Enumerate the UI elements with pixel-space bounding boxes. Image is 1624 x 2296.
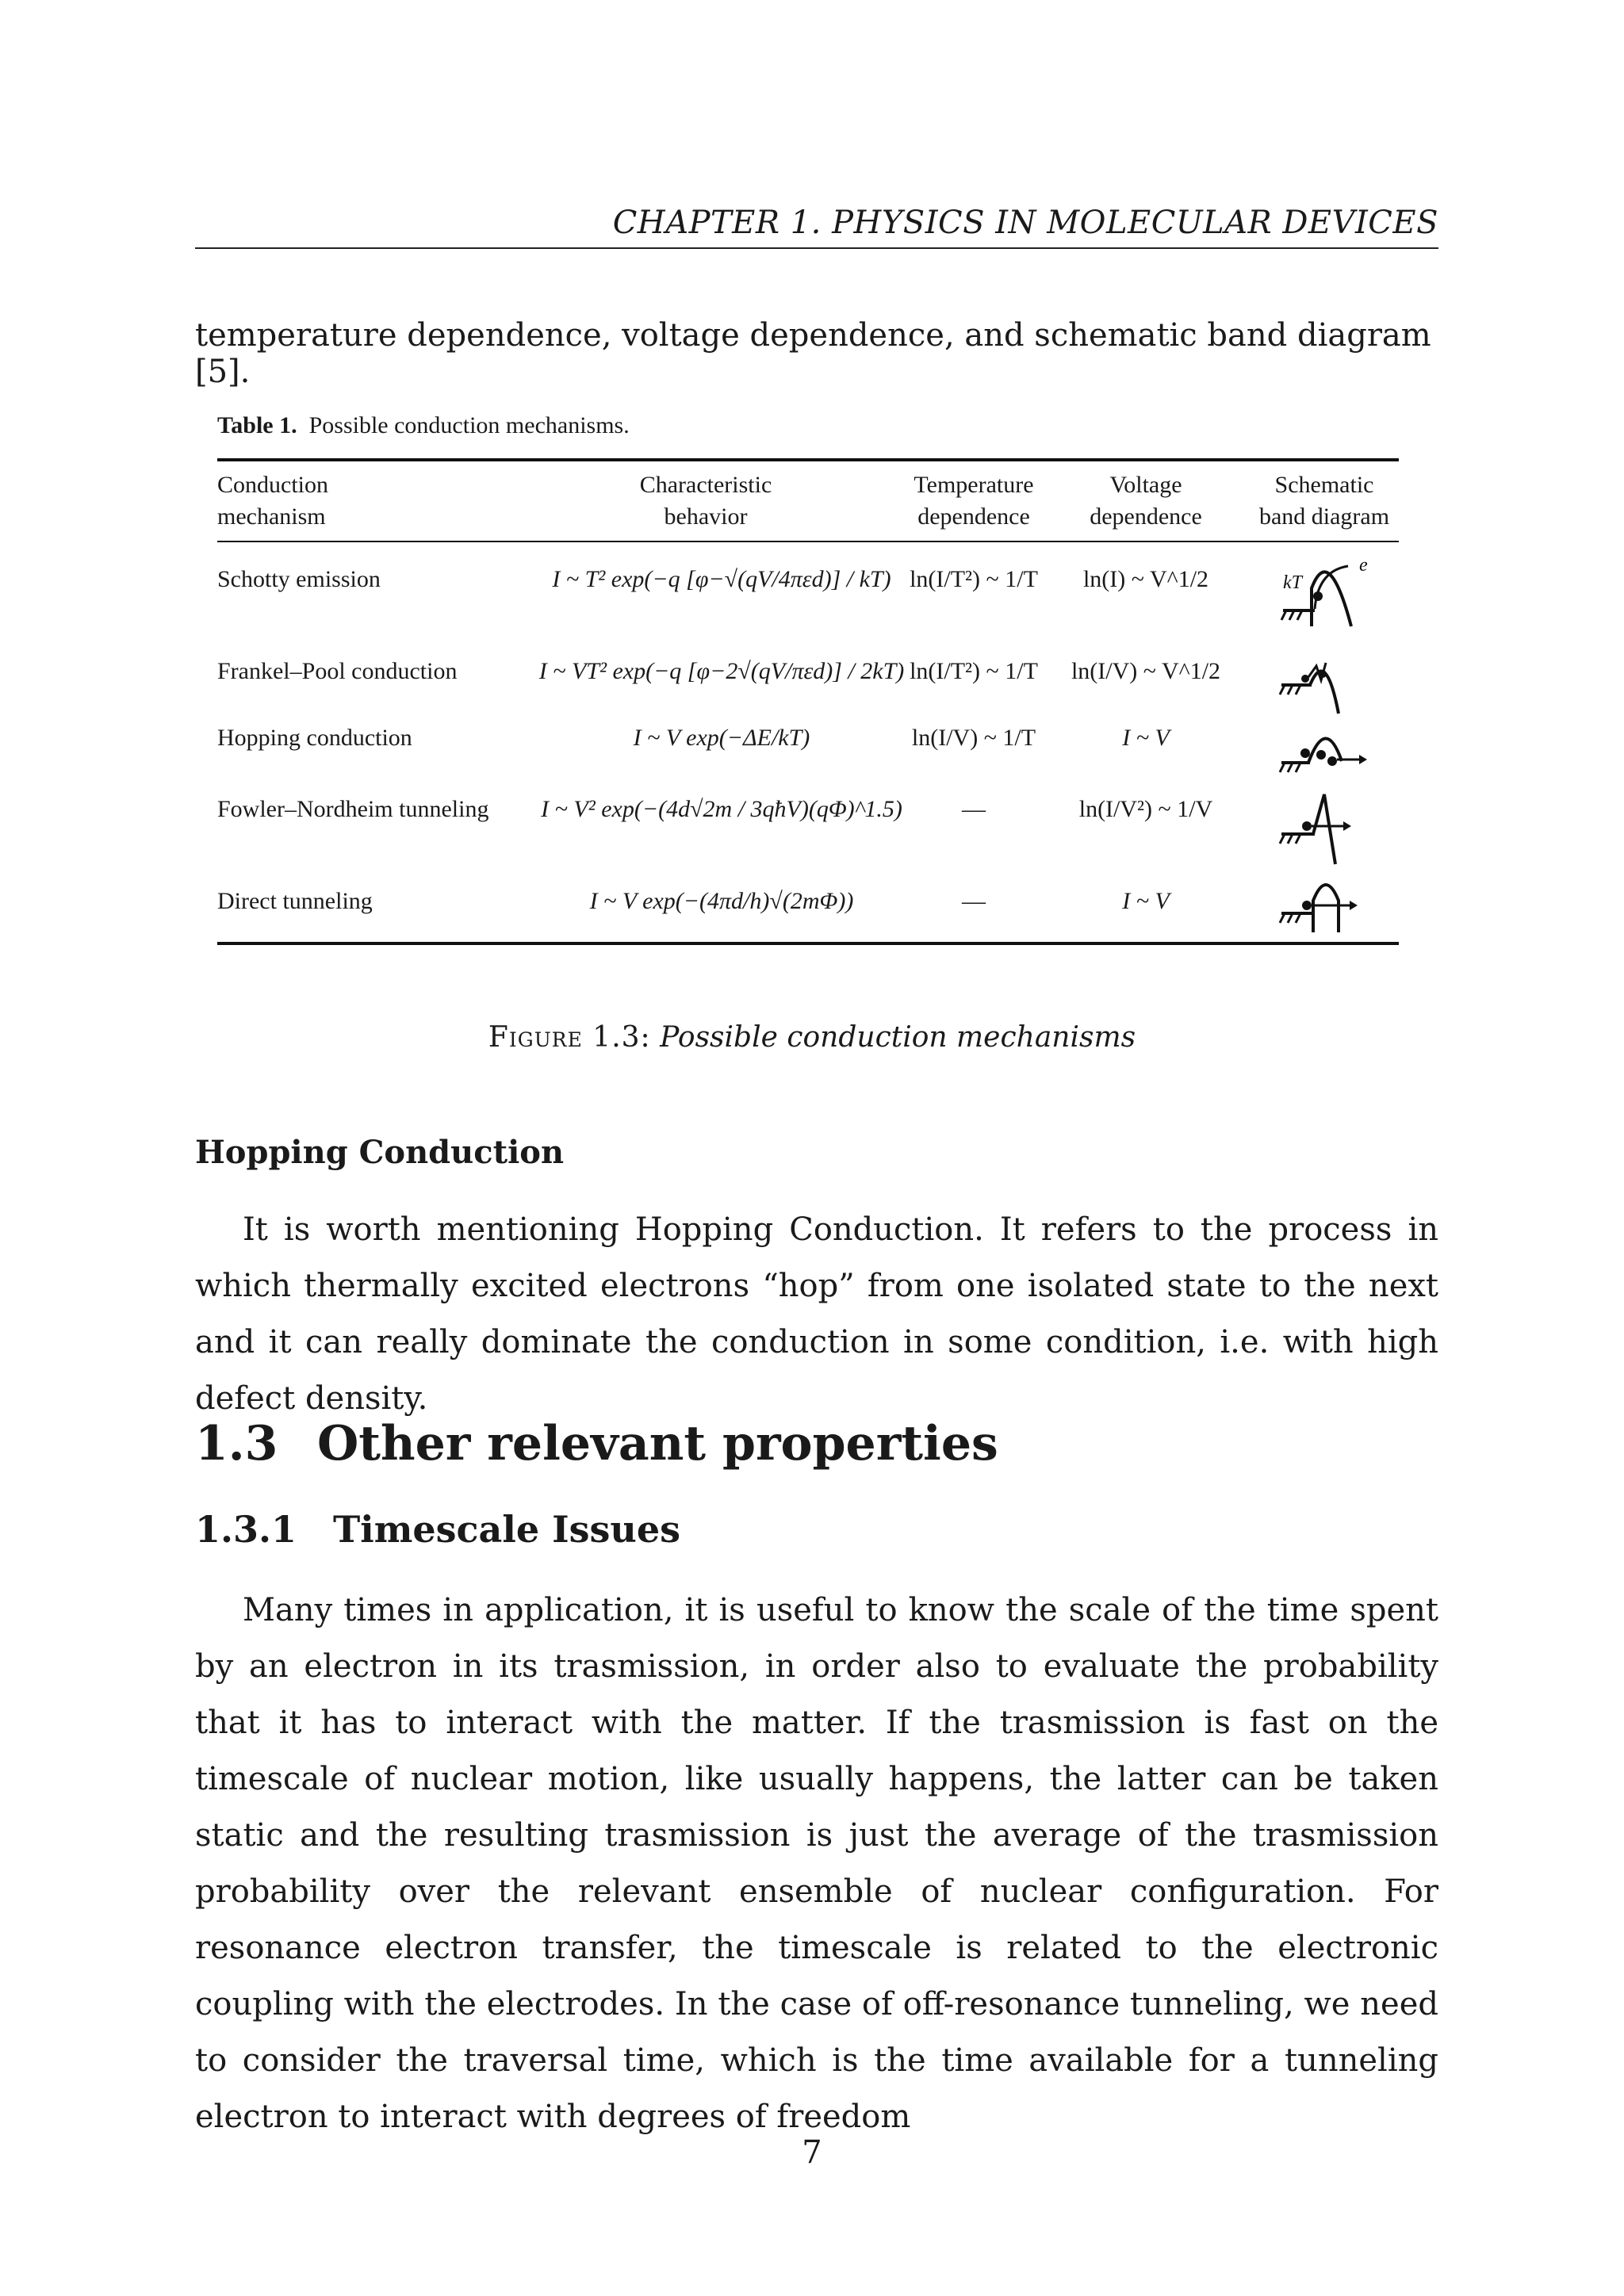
row-fowler-nordheim-mechanism: Fowler–Nordheim tunneling <box>217 796 489 822</box>
row-direct-tunneling-band-diagram <box>1266 861 1392 948</box>
row-direct-tunneling-temperature: — <box>962 888 986 914</box>
figure-label: Figure 1.3: <box>488 1021 651 1054</box>
header-line: behavior <box>664 503 748 530</box>
header-line: Characteristic <box>639 472 772 498</box>
table-caption-label: Table 1. <box>217 412 297 438</box>
row-fowler-nordheim-band-diagram <box>1266 785 1392 872</box>
section-title: Other relevant properties <box>317 1416 998 1471</box>
row-frankel-pool-mechanism: Frankel–Pool conduction <box>217 658 458 684</box>
header-line: Voltage <box>1109 472 1182 498</box>
row-frankel-pool-voltage: ln(I/V) ~ V^1/2 <box>1071 658 1221 684</box>
row-schotty-band-diagram <box>1266 547 1392 634</box>
subsection-title: Timescale Issues <box>333 1508 681 1551</box>
row-fowler-nordheim-behavior: I ~ V² exp(−(4d√2m / 3qħV)(qΦ)^1.5) <box>541 796 902 822</box>
header-line: Schematic <box>1274 472 1374 498</box>
header-line: dependence <box>917 503 1030 530</box>
timescale-paragraph-text: Many times in application, it is useful to know the scale of the time spent by an electron in its trasmission, in order also to evaluate the probability that it has to interact with the matter. If the trasmission is fast on the timescale of nuclear motion, like usually happens, the latter can be taken static and the resulting trasmission is just the average of the trasmission probability over the relevant ensemble of nuclear configuration. For resonance electron transfer, the timescale is related to the electronic coupling with the electrodes. In the case of off-resonance tunneling, we need to consider the traversal time, which is the time available for a tunneling electron to interact with degrees of freedom <box>195 1592 1438 2135</box>
hopping-paragraph <box>195 1202 1438 1427</box>
subsection-number: 1.3.1 <box>195 1508 297 1551</box>
header-line: mechanism <box>217 503 326 530</box>
figure-caption-text: Possible conduction mechanisms <box>660 1021 1136 1054</box>
hopping-heading: Hopping Conduction <box>195 1134 565 1171</box>
table-bottom-rule <box>217 942 1399 945</box>
header-schematic-band-diagram <box>1237 469 1411 533</box>
row-schotty-voltage: ln(I) ~ V^1/2 <box>1082 566 1209 592</box>
band-label-e: e <box>1359 555 1368 576</box>
table-caption-text: Possible conduction mechanisms. <box>308 412 630 438</box>
header-line: Temperature <box>914 472 1034 498</box>
row-direct-tunneling-voltage: I ~ V <box>1122 888 1170 914</box>
row-schotty-behavior: I ~ T² exp(−q [φ−√(qV/4πεd)] / kT) <box>552 566 891 592</box>
figure-caption <box>0 1021 1624 1054</box>
row-fowler-nordheim-voltage: ln(I/V²) ~ 1/V <box>1078 796 1213 822</box>
fowler-nordheim-band-diagram-icon <box>1266 785 1392 872</box>
row-hopping-mechanism: Hopping conduction <box>217 725 412 751</box>
row-hopping-voltage: I ~ V <box>1122 725 1170 751</box>
direct-tunneling-band-diagram-icon <box>1266 861 1392 948</box>
header-characteristic-behavior <box>587 469 825 533</box>
header-temperature-dependence <box>887 469 1061 533</box>
row-hopping-behavior: I ~ V exp(−ΔE/kT) <box>633 725 810 751</box>
row-frankel-pool-temperature: ln(I/T²) ~ 1/T <box>910 658 1038 684</box>
table-header-rule <box>217 541 1399 542</box>
page-number: 7 <box>802 2134 822 2171</box>
running-header: CHAPTER 1. PHYSICS IN MOLECULAR DEVICES <box>612 205 1438 241</box>
intro-text: temperature dependence, voltage dependence, and schematic band diagram [5]. <box>195 317 1431 390</box>
row-direct-tunneling-mechanism: Direct tunneling <box>217 888 373 914</box>
row-direct-tunneling-behavior: I ~ V exp(−(4πd/h)√(2mΦ)) <box>589 888 854 914</box>
section-number: 1.3 <box>195 1416 278 1471</box>
hopping-band-diagram-icon <box>1266 706 1392 793</box>
timescale-paragraph <box>195 1582 1438 2145</box>
row-schotty-temperature: ln(I/T²) ~ 1/T <box>910 566 1038 592</box>
band-label-kt: kT <box>1283 572 1302 593</box>
header-conduction-mechanism <box>217 469 328 533</box>
header-line: dependence <box>1090 503 1202 530</box>
schotty-band-diagram-icon <box>1266 547 1392 634</box>
row-hopping-temperature: ln(I/V) ~ 1/T <box>911 725 1036 751</box>
header-line: Conduction <box>217 472 328 498</box>
header-line: band diagram <box>1258 503 1390 530</box>
table-top-rule <box>217 458 1399 461</box>
section-heading <box>195 1416 998 1471</box>
header-voltage-dependence <box>1063 469 1229 533</box>
row-frankel-pool-behavior: I ~ VT² exp(−q [φ−2√(qV/πεd)] / 2kT) <box>538 658 905 684</box>
subsection-heading <box>195 1508 680 1551</box>
hopping-paragraph-text: It is worth mentioning Hopping Conduction. It refers to the process in which thermally excited electrons “hop” from one isolated state to the next and it can really dominate the conduction in some condition, i.e. with high defect density. <box>195 1211 1438 1417</box>
row-fowler-nordheim-temperature: — <box>962 796 986 822</box>
table-caption <box>217 412 630 439</box>
row-hopping-band-diagram <box>1266 706 1392 793</box>
header-rule <box>195 247 1438 249</box>
row-schotty-mechanism: Schotty emission <box>217 566 381 592</box>
